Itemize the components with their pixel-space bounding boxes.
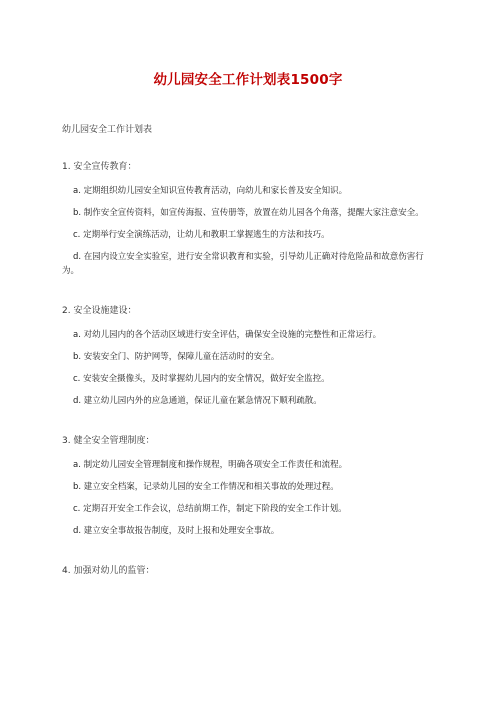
section-safety-education [62, 160, 434, 278]
list-item: c. 安装安全摄像头，及时掌握幼儿园内的安全情况，做好安全监控。 [73, 374, 330, 384]
list-item: b. 安装安全门、防护网等，保障儿童在活动时的安全。 [73, 352, 280, 362]
list-item: a. 制定幼儿园安全管理制度和操作规程，明确各项安全工作责任和流程。 [73, 460, 348, 470]
section-heading: 3. 健全安全管理制度： [62, 436, 155, 446]
document-title: 幼儿园安全工作计划表1500字 [153, 72, 343, 88]
section-child-supervision [62, 564, 434, 578]
list-item: d. 建立幼儿园内外的应急通道，保证儿童在紧急情况下顺利疏散。 [73, 396, 322, 406]
list-item: c. 定期举行安全演练活动，让幼儿和教职工掌握逃生的方法和技巧。 [73, 230, 330, 240]
list-item: a. 对幼儿园内的各个活动区域进行安全评估，确保安全设施的完整性和正常运行。 [73, 330, 382, 340]
list-item: c. 定期召开安全工作会议，总结前期工作，制定下阶段的安全工作计划。 [73, 504, 347, 514]
section-safety-management [62, 434, 434, 538]
list-item: b. 制作安全宣传资料，如宣传海报、宣传册等，放置在幼儿园各个角落，提醒大家注意安全。 [73, 208, 424, 218]
document-content [62, 160, 434, 604]
list-item: a. 定期组织幼儿园安全知识宣传教育活动，向幼儿和家长普及安全知识。 [73, 186, 348, 196]
document-subtitle: 幼儿园安全工作计划表 [62, 125, 153, 135]
section-heading: 2. 安全设施建设： [62, 306, 137, 316]
list-item: d. 建立安全事故报告制度，及时上报和处理安全事故。 [73, 526, 280, 536]
section-heading: 4. 加强对幼儿的监管： [62, 566, 155, 576]
section-safety-facilities [62, 304, 434, 408]
section-heading: 1. 安全宣传教育： [62, 162, 137, 172]
list-item: d. 在园内设立安全实验室，进行安全常识教育和实验，引导幼儿正确对待危险品和故意伤害行为。 [62, 252, 424, 276]
list-item: b. 建立安全档案，记录幼儿园的安全工作情况和相关事故的处理过程。 [73, 482, 339, 492]
